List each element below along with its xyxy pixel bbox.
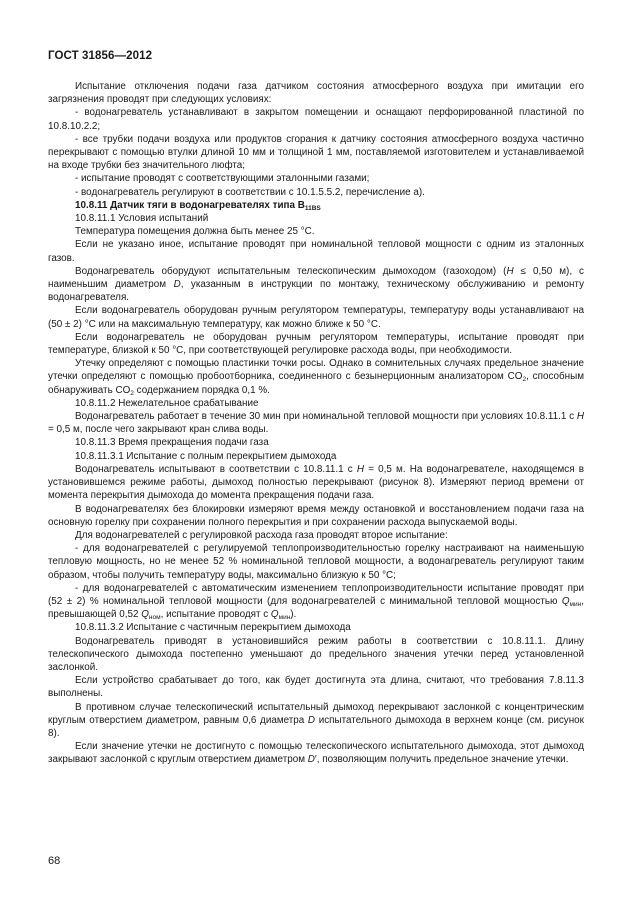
paragraph: - водонагреватель регулируют в соответствии с 10.1.5.5.2, перечисление а). (75, 186, 425, 198)
paragraph: 10.8.11.2 Нежелательное срабатывание (75, 397, 259, 409)
document-body (48, 80, 584, 767)
paragraph: - все трубки подачи воздуха или продуктов сгорания к датчику состояния атмосферного воздуха частично перекрывают с помощью втулки длиной 10 мм и толщиной 1 мм, поставляемой изготовителем и устанавливаемой на входе трубки без значительного люфта; (48, 133, 584, 172)
paragraph: 10.8.11.3.1 Испытание с полным перекрытием дымохода (75, 450, 337, 462)
paragraph: Водонагреватель испытывают в соответствии с 10.8.11.1 с H = 0,5 м. На водонагревателе, находящемся в установившемся режиме работы, дымоход полностью перекрывают (рисунок 8). Измеряют период времени от момента перекрытия дымохода до момента прекращения подачи газа. (48, 463, 584, 502)
paragraph: - для водонагревателей с регулируемой теплопроизводительностью горелку настраивают на наименьшую тепловую мощность, но не менее 52 % номинальной тепловой мощности, а водонагреватель регулируют таким образом, чтобы получить температуру воды, максимально близкую к 50 °C; (48, 543, 584, 581)
document-header: ГОСТ 31856—2012 (48, 50, 153, 62)
paragraph: В противном случае телескопический испытательный дымоход перекрывают заслонкой с концентрическим круглым отверстием диаметром, равным 0,6 диаметра D испытательного дымохода в верхнем конце (см. рисунок 8). (48, 701, 584, 739)
paragraph: 10.8.11.1 Условия испытаний (75, 213, 209, 225)
section-heading: 10.8.11 Датчик тяги в водонагревателях типа $B_{11BS}$ (75, 199, 321, 212)
paragraph: Испытание отключения подачи газа датчиком состояния атмосферного воздуха при имитации его загрязнения проводят при следующих условиях: (48, 81, 584, 106)
paragraph: - водонагреватель устанавливают в закрытом помещении и оснащают перфорированной пластиной по 10.8.10.2.2; (48, 107, 584, 132)
paragraph: Водонагреватель оборудуют испытательным телескопическим дымоходом (газоходом) (H ≤ 0,50 м), с наименьшим диаметром D, указанным в инструкции по монтажу, техническому обслуживанию и ремонту водонагревателя. (48, 265, 585, 304)
paragraph: - для водонагревателей с автоматическим изменением теплопроизводительности испытание проводят при (52 ± 2) % номинальной тепловой мощности (для водонагревателей с минимальной тепловой мощностью $Q_{мин}$, превышающей 0,52 $Q_{ном}$, испытание проводят с $Q_{мин}$). (48, 582, 584, 622)
paragraph: Если не указано иное, испытание проводят при номинальной тепловой мощности с одним из эталонных газов. (48, 239, 584, 264)
paragraph: 10.8.11.3 Время прекращения подачи газа (75, 437, 269, 449)
paragraph: Водонагреватель приводят в установившийся режим работы в соответствии с 10.8.11.1. Длину телескопического дымохода постепенно уменьшают до предельного значения утечки перед установленной заслонкой. (48, 635, 584, 673)
paragraph: Для водонагревателей с регулировкой расхода газа проводят второе испытание: (75, 529, 448, 541)
paragraph: Если водонагреватель не оборудован ручным регулятором температуры, испытание проводят при температуре, близкой к 50 °C, при соответствующей регулировке расхода воды, при необходимости. (48, 331, 584, 357)
paragraph: Утечку определяют с помощью пластинки точки росы. Однако в сомнительных случаях предельное значение утечки определяют с помощью пробоотборника, соединенного с безынерционным анализатором $CO_2$, способным обнаруживать $CO_2$ содержанием порядка 0,1 %. (48, 358, 584, 397)
page-number: 68 (48, 855, 61, 867)
paragraph: Если значение утечки не достигнуто с помощью телескопического испытательного дымохода, этот дымоход закрывают заслонкой с круглым отверстием диаметром D′, позволяющим получить предельное значение утечки. (48, 741, 584, 766)
paragraph: - испытание проводят с соответствующими эталонными газами; (75, 173, 370, 185)
paragraph: Если устройство срабатывает до того, как будет достигнута эта длина, считают, что требования 7.8.11.3 выполнены. (48, 675, 584, 700)
paragraph: В водонагревателях без блокировки измеряют время между остановкой и восстановлением подачи газа на основную горелку при сохранении полного перекрытия и при сохранении расхода выпускаемой воды. (48, 503, 584, 528)
paragraph: Температура помещения должна быть менее 25 °C. (75, 226, 315, 238)
paragraph: 10.8.11.3.2 Испытание с частичным перекрытием дымохода (75, 622, 351, 634)
paragraph: Если водонагреватель оборудован ручным регулятором температуры, температуру воды устанавливают на (50 ± 2) °C или на максимальную температуру, как можно ближе к 50 °C. (48, 305, 584, 330)
paragraph: Водонагреватель работает в течение 30 мин при номинальной тепловой мощности при условиях 10.8.11.1 с H = 0,5 м, после чего закрывают кран слива воды. (48, 411, 584, 436)
